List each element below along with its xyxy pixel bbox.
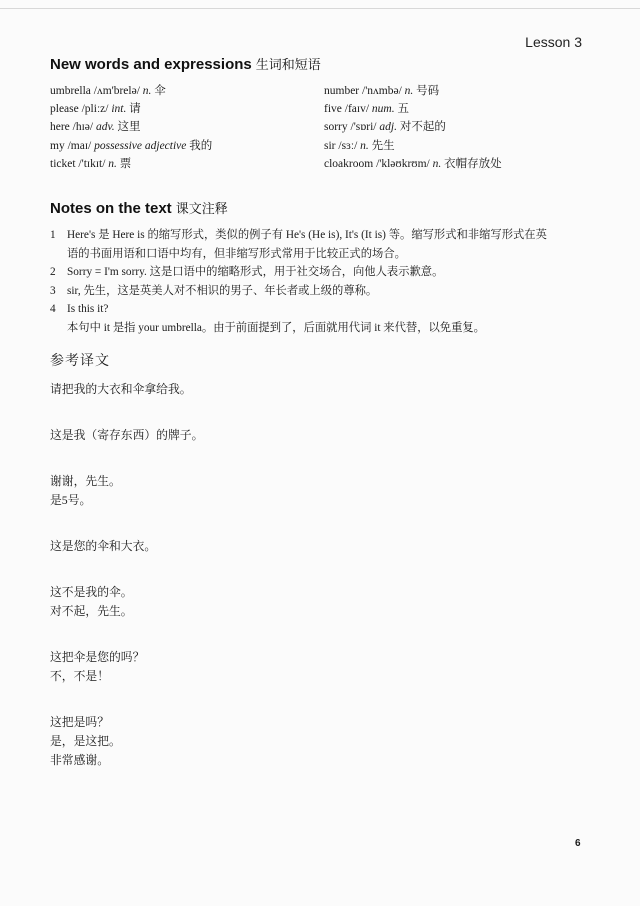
note-line: Here's 是 Here is 的缩写形式，类似的例子有 He's (He is), It's (It is) 等。缩写形式和非缩写形式在英 <box>67 229 547 241</box>
translation-group <box>50 583 203 621</box>
vocab-ipa: /sɜː/ <box>338 139 358 152</box>
note-item <box>50 263 598 282</box>
notes-heading <box>50 198 228 217</box>
translation-group <box>50 713 203 770</box>
note-item <box>50 226 598 263</box>
notes-list <box>50 226 598 338</box>
vocab-word: cloakroom <box>324 157 374 170</box>
note-line: 本句中 it 是指 your umbrella。由于前面提到了，后面就用代词 it 来代替，以免重复。 <box>67 321 485 334</box>
vocab-pos: int. <box>111 103 127 116</box>
translation-group <box>50 648 203 686</box>
note-line: Sorry = I'm sorry. 这是口语中的缩略形式，用于社交场合，向他人表示歉意。 <box>67 266 444 279</box>
vocab-entry <box>50 82 212 100</box>
translation-line: 这不是我的伞。 <box>50 585 133 599</box>
vocab-entry <box>50 118 212 136</box>
notes-heading-en: Notes on the text <box>50 200 172 217</box>
translation-group <box>50 537 203 556</box>
translation-body <box>50 380 203 770</box>
vocab-meaning: 号码 <box>416 85 440 97</box>
note-line: 语的书面用语和口语中均有，但非缩写形式常用于比较正式的场合。 <box>67 247 406 260</box>
lesson-label: Lesson 3 <box>525 34 582 50</box>
vocab-pos: n. <box>404 85 414 97</box>
translation-line: 谢谢，先生。 <box>50 474 121 488</box>
vocab-entry <box>50 137 212 155</box>
vocab-ipa: /ʌm'brelə/ <box>93 85 140 97</box>
translation-line: 是5号。 <box>50 493 92 507</box>
note-number: 4 <box>50 303 56 316</box>
vocab-column-right <box>324 82 502 173</box>
vocab-word: ticket <box>50 157 76 170</box>
translation-line: 是，是这把。 <box>50 734 121 748</box>
vocab-pos: n. <box>432 157 442 170</box>
note-number: 2 <box>50 266 56 279</box>
vocab-word: please <box>50 103 79 116</box>
vocab-word: five <box>324 103 342 116</box>
vocab-meaning: 对不起的 <box>399 121 446 134</box>
vocab-ipa: /'kləʊkrʊm/ <box>376 157 430 170</box>
translation-line: 非常感谢。 <box>50 753 109 767</box>
vocab-pos: adv. <box>96 121 115 134</box>
vocab-ipa: /'nʌmbə/ <box>362 85 402 97</box>
vocab-heading-zh: 生词和短语 <box>255 58 321 73</box>
translation-line: 这是我（寄存东西）的牌子。 <box>50 428 204 442</box>
vocab-word: sir <box>324 139 336 152</box>
vocab-entry <box>50 155 212 173</box>
vocab-meaning: 先生 <box>371 139 395 152</box>
vocab-pos: adj. <box>379 121 397 134</box>
translation-line: 不，不是！ <box>50 669 109 683</box>
translation-line: 这把是吗？ <box>50 715 109 729</box>
page-top-rule <box>0 8 640 9</box>
translation-group <box>50 380 203 399</box>
vocab-entry <box>324 118 502 136</box>
translation-group <box>50 472 203 510</box>
vocab-entry <box>324 100 502 118</box>
vocab-ipa: /hɪə/ <box>72 121 94 134</box>
vocab-column-left <box>50 82 212 173</box>
vocab-word: umbrella <box>50 85 91 97</box>
vocab-meaning: 衣帽存放处 <box>444 157 502 170</box>
vocab-ipa: /'tɪkɪt/ <box>78 157 106 170</box>
vocab-pos: n. <box>360 139 369 152</box>
note-item <box>50 300 598 337</box>
note-number: 3 <box>50 284 56 297</box>
vocab-entry <box>324 155 502 173</box>
translation-line: 这把伞是您的吗？ <box>50 650 145 664</box>
note-item <box>50 282 598 301</box>
vocab-ipa: /maɪ/ <box>67 139 92 152</box>
vocab-word: my <box>50 139 65 152</box>
vocab-pos: n. <box>142 85 152 97</box>
vocab-meaning: 这里 <box>117 121 141 134</box>
notes-heading-zh: 课文注释 <box>175 202 228 217</box>
translation-line: 对不起，先生。 <box>50 604 133 618</box>
translation-line: 请把我的大衣和伞拿给我。 <box>50 382 192 396</box>
note-line: sir, 先生，这是英美人对不相识的男子、年长者或上级的尊称。 <box>67 284 378 297</box>
vocab-heading <box>50 54 321 73</box>
vocab-heading-en: New words and expressions <box>50 56 252 73</box>
vocab-meaning: 我的 <box>189 139 213 152</box>
page-number: 6 <box>575 838 581 849</box>
vocab-pos: possessive adjective <box>94 139 187 152</box>
translation-heading: 参考译文 <box>50 353 110 369</box>
translation-group <box>50 426 203 445</box>
vocab-word: sorry <box>324 121 348 134</box>
vocab-pos: num. <box>371 103 395 116</box>
vocab-ipa: /pliːz/ <box>81 103 109 116</box>
vocab-entry <box>324 82 502 100</box>
vocab-meaning: 五 <box>397 103 409 116</box>
vocab-meaning: 请 <box>129 103 141 116</box>
vocab-pos: n. <box>108 157 117 170</box>
vocab-word: number <box>324 85 360 97</box>
translation-line: 这是您的伞和大衣。 <box>50 539 157 553</box>
note-number: 1 <box>50 229 56 241</box>
vocab-ipa: /faɪv/ <box>344 103 370 116</box>
vocab-word: here <box>50 121 70 134</box>
vocab-ipa: /'sɒri/ <box>350 121 377 134</box>
vocab-entry <box>324 137 502 155</box>
vocab-entry <box>50 100 212 118</box>
vocab-meaning: 票 <box>119 157 132 170</box>
note-line: Is this it? <box>67 303 109 316</box>
vocab-meaning: 伞 <box>154 85 166 97</box>
